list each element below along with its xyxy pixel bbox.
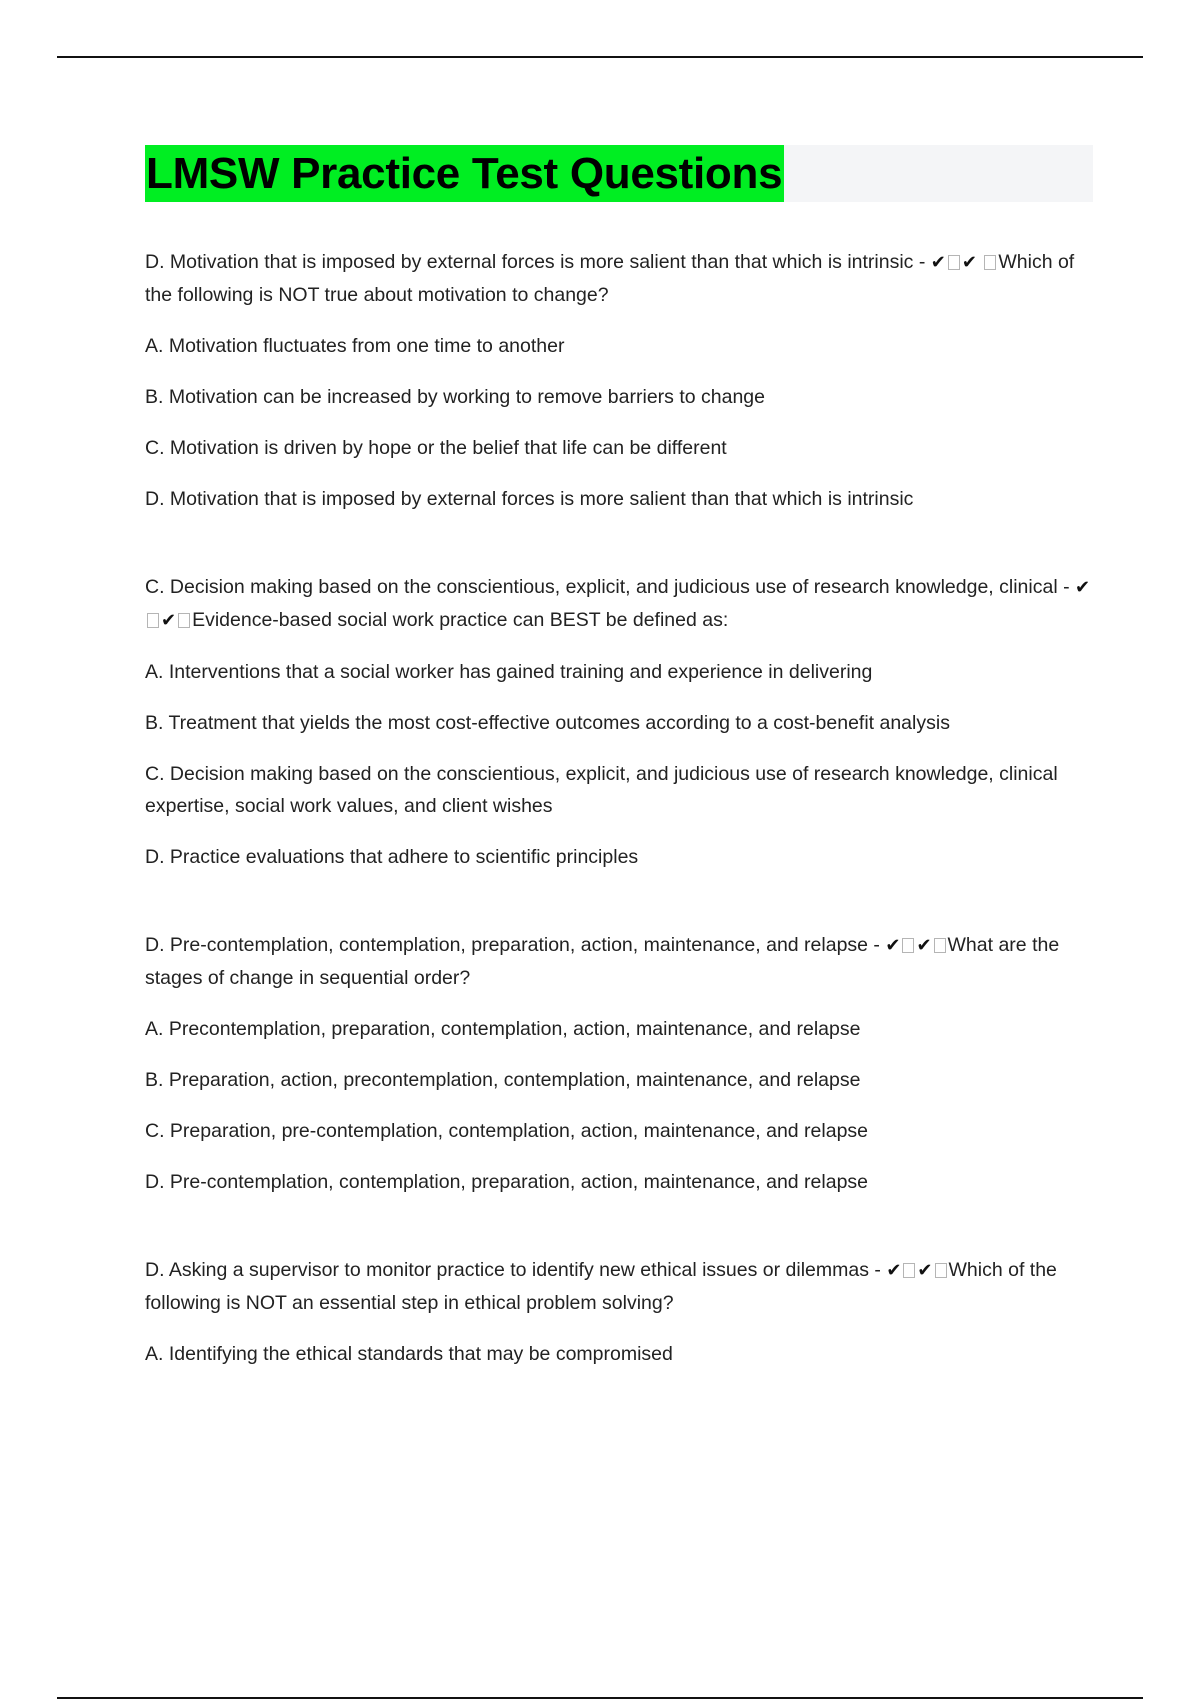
missing-glyph-icon <box>902 938 914 953</box>
answer-text: D. Pre-contemplation, contemplation, preparation, action, maintenance, and relapse - <box>145 934 880 956</box>
option-c: C. Decision making based on the conscientious, explicit, and judicious use of research knowledge, clinical expertise, social work values, and client wishes <box>145 763 1058 817</box>
option-d: D. Pre-contemplation, contemplation, preparation, action, maintenance, and relapse <box>145 1171 869 1193</box>
qa-heading <box>145 1254 1093 1319</box>
question-text: Which of the following is NOT true about motivation to change? <box>145 251 1075 306</box>
missing-glyph-icon <box>984 255 996 270</box>
option-a: A. Interventions that a social worker has gained training and experience in delivering <box>145 661 873 683</box>
qa-block <box>145 1254 1093 1370</box>
qa-heading <box>145 246 1093 311</box>
checkmark-icon: ✔ <box>961 252 977 273</box>
option-b: B. Motivation can be increased by working to remove barriers to change <box>145 386 765 408</box>
answer-text: D. Motivation that is imposed by external forces is more salient than that which is intrinsic - <box>145 251 926 273</box>
answer-text: D. Asking a supervisor to monitor practice to identify new ethical issues or dilemmas - <box>145 1259 881 1281</box>
checkmark-icon: ✔ <box>161 610 177 631</box>
missing-glyph-icon <box>147 613 159 628</box>
missing-glyph-icon <box>948 255 960 270</box>
checkmark-icon: ✔ <box>930 252 946 273</box>
option-c: C. Preparation, pre-contemplation, contemplation, action, maintenance, and relapse <box>145 1120 869 1142</box>
title-banner <box>145 145 1093 202</box>
top-divider <box>57 56 1143 58</box>
option-c: C. Motivation is driven by hope or the belief that life can be different <box>145 437 727 459</box>
option-b: B. Treatment that yields the most cost-effective outcomes according to a cost-benefit analysis <box>145 712 950 734</box>
qa-heading <box>145 571 1093 637</box>
missing-glyph-icon <box>934 938 946 953</box>
qa-block <box>145 571 1093 873</box>
qa-heading <box>145 929 1093 994</box>
checkmark-icon: ✔ <box>1075 577 1091 598</box>
option-d: D. Practice evaluations that adhere to scientific principles <box>145 846 639 868</box>
question-text: Evidence-based social work practice can BEST be defined as: <box>192 609 729 631</box>
checkmark-icon: ✔ <box>885 935 901 956</box>
missing-glyph-icon <box>903 1263 915 1278</box>
document-body <box>145 145 1093 1426</box>
question-text: Which of the following is NOT an essential step in ethical problem solving? <box>145 1259 1057 1314</box>
option-d: D. Motivation that is imposed by external forces is more salient than that which is intrinsic <box>145 488 914 510</box>
missing-glyph-icon <box>178 613 190 628</box>
missing-glyph-icon <box>935 1263 947 1278</box>
checkmark-icon: ✔ <box>916 935 932 956</box>
bottom-divider <box>57 1697 1143 1699</box>
qa-block <box>145 246 1093 515</box>
qa-block <box>145 929 1093 1198</box>
option-a: A. Precontemplation, preparation, contemplation, action, maintenance, and relapse <box>145 1018 861 1040</box>
checkmark-icon: ✔ <box>886 1260 902 1281</box>
option-a: A. Motivation fluctuates from one time to another <box>145 335 565 357</box>
question-text: What are the stages of change in sequential order? <box>145 934 1060 989</box>
page-title: LMSW Practice Test Questions <box>145 145 784 202</box>
option-b: B. Preparation, action, precontemplation, contemplation, maintenance, and relapse <box>145 1069 861 1091</box>
option-a: A. Identifying the ethical standards that may be compromised <box>145 1343 673 1365</box>
checkmark-icon: ✔ <box>917 1260 933 1281</box>
answer-text: C. Decision making based on the conscientious, explicit, and judicious use of research knowledge, clinical - <box>145 576 1070 598</box>
